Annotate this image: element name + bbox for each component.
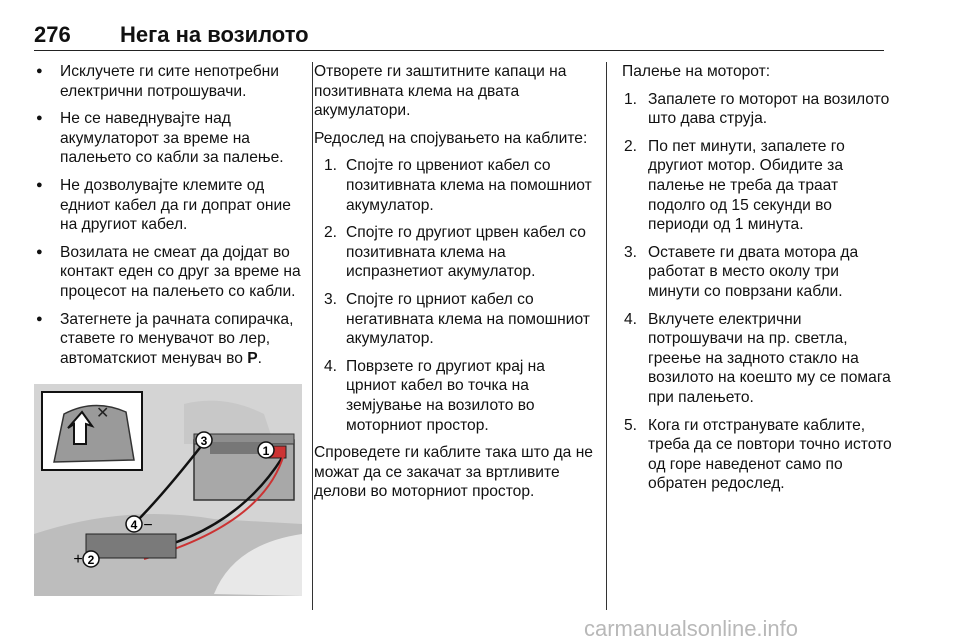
jump-start-illustration xyxy=(34,384,302,596)
watermark: carmanualsonline.info xyxy=(584,616,799,641)
gear-position-p: P xyxy=(247,349,258,367)
boxed-inset xyxy=(42,392,142,470)
list-item: 4. Вклучете електрични потрошувачи на пр. светла, греење на задното стакло на возилото на коешто му се помага при палењето. xyxy=(624,310,891,406)
engine-start-heading: Палење на моторот: xyxy=(622,63,771,80)
list-item: 5. Кога ги отстранувате каблите, треба да се повтори точно истото од горе наведенот само по обратен редослед. xyxy=(624,416,892,493)
list-item: 2. Спојте го другиот црвен кабел со позитивната клема на испразнетиот акумулатор. xyxy=(324,224,586,281)
list-item: ● Не дозволувајте клемите од едниот кабел да ги допрат оние на другиот кабел. xyxy=(34,176,302,235)
cable-connection-steps xyxy=(314,156,596,435)
list-item: 1. Спојте го црвениот кабел со позитивната клема на помошниот акумулатор. xyxy=(324,157,592,214)
list-item: 3. Спојте го црниот кабел со негативната клема на помошниот акумулатор. xyxy=(324,290,590,348)
list-item: ● Исклучете ги сите непотребни електрични потрошувачи. xyxy=(34,62,302,101)
engine-start-steps xyxy=(622,90,892,494)
svg-text:2: 2 xyxy=(87,553,95,567)
svg-text:3: 3 xyxy=(200,434,208,448)
svg-text:1: 1 xyxy=(262,444,270,458)
intro-paragraph: Отворете ги заштитните капаци на позитивната клема на двата акумулатори. xyxy=(314,63,567,120)
column-left xyxy=(34,62,302,376)
column-right xyxy=(622,62,892,502)
column-divider-left xyxy=(312,62,313,610)
list-item: 2. По пет минути, запалете го другиот мотор. Обидите за палење не треба да траат подолго од 15 секунди во периоди од 1 минута. xyxy=(624,137,845,234)
svg-text:+: + xyxy=(73,551,83,568)
svg-text:4: 4 xyxy=(130,518,138,532)
page-header xyxy=(34,20,884,51)
list-item: 1. Запалете го моторот на возилото што дава струја. xyxy=(624,90,890,128)
list-item: 4. Поврзете го другиот крај на црниот кабел во точка на земјување на возилото во моторниот простор. xyxy=(324,357,545,434)
list-item: 3. Оставете ги двата мотора да работат в место околу три минути со поврзани кабли. xyxy=(624,243,859,300)
page-number: 276 xyxy=(34,22,71,47)
cable-order-label: Редослед на спојувањето на каблите: xyxy=(314,129,588,147)
list-item-period: . xyxy=(257,349,262,367)
column-divider-right xyxy=(606,62,607,610)
cable-routing-paragraph: Спроведете ги каблите така што да не можат да се закачат за вртливите делови во моторниот простор. xyxy=(314,444,593,501)
page-title: Нега на возилото xyxy=(120,22,309,47)
list-item: ● Возилата не смеат да дојдат во контакт еден со друг за време на процесот на палењето со кабли. xyxy=(34,243,302,302)
list-item xyxy=(34,310,302,369)
svg-text:✕: ✕ xyxy=(96,405,110,422)
svg-text:−: − xyxy=(143,517,153,534)
column-middle xyxy=(314,62,596,510)
list-item: ● Не се наведнувајте над акумулаторот за време на палењето со кабли за палење. xyxy=(34,109,302,168)
precautions-list xyxy=(34,62,302,368)
list-item-text: Затегнете ја рачната сопирачка, ставете го менувачот во лер, автоматскиот менувач во xyxy=(60,310,294,367)
engine-bay-drawing xyxy=(34,384,302,596)
